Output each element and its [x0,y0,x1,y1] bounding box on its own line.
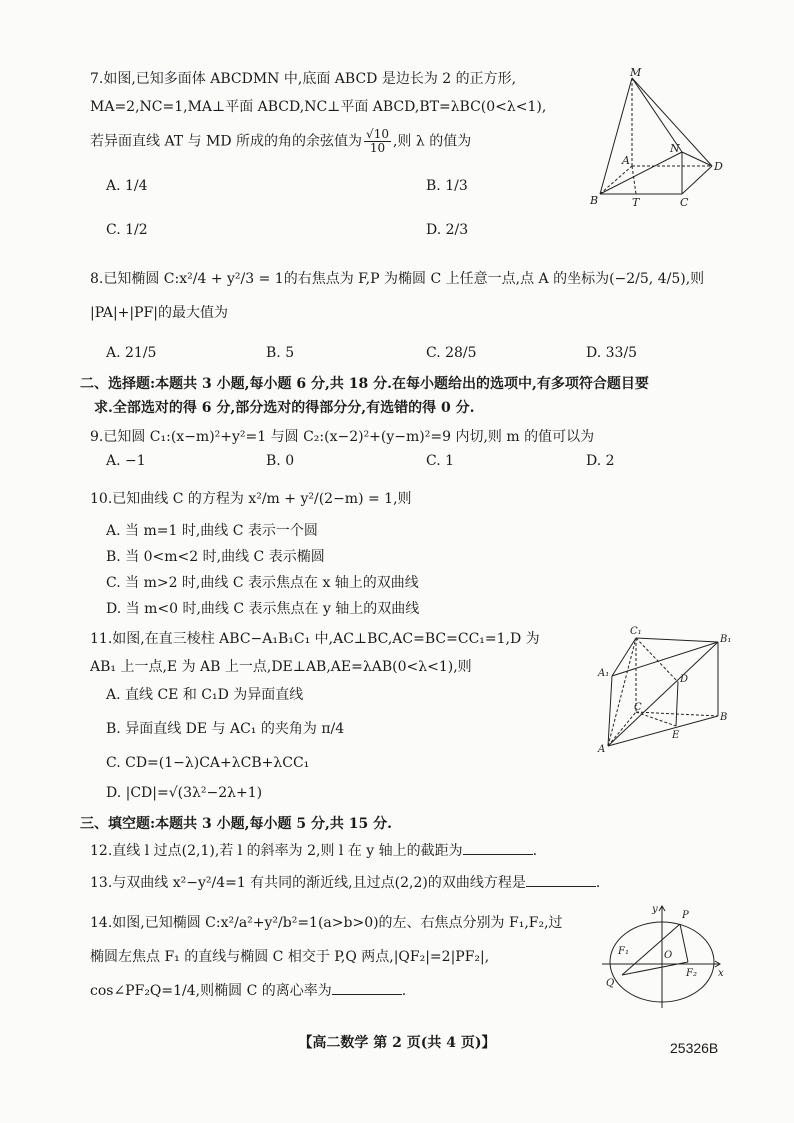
label-m: M [630,66,642,79]
q13-line-1 [90,872,730,894]
q9-option-c: C. 1 [426,453,455,469]
q10-option-a: A. 当 m=1 时,曲线 C 表示一个圆 [106,523,318,539]
edge-cd [682,166,712,194]
question-11 [90,628,610,804]
label-o: O [664,950,673,961]
question-12 [90,840,730,862]
q7-line-1: 7.如图,已知多面体 ABCDMN 中,底面 ABCD 是边长为 2 的正方形, [90,71,517,87]
section-3-header [80,812,740,836]
label-a: A [622,154,630,167]
line-pf2 [680,924,688,962]
section-2-line-1: 二、选择题:本题共 3 小题,每小题 6 分,共 18 分.在每小题给出的选项中,有多项符合题目要 [80,376,649,392]
q11-option-d: D. |CD|=√(3λ²−2λ+1) [106,785,263,801]
q9-option-d: D. 2 [586,453,615,469]
label-t: T [632,196,640,208]
edge-mn [632,78,682,152]
edge-ac1 [608,638,636,746]
q11-line-1: 11.如图,在直三棱柱 ABC−A₁B₁C₁ 中,AC⊥BC,AC=BC=CC₁=1,D 为 [90,631,540,647]
label-q: Q [606,978,615,989]
label-c: C [634,702,642,713]
q14-end: . [401,983,407,999]
question-10 [90,488,730,620]
q8-option-c: C. 28/5 [426,345,477,361]
label-a: A [598,744,606,754]
q14-ellipse-figure [600,902,730,1012]
q8-line-2: |PA|+|PF|的最大值为 [90,305,228,321]
section-2-line-2: 求.全部选对的得 6 分,部分选对的得部分分,有选错的得 0 分. [94,400,475,416]
q7-option-d: D. 2/3 [426,222,469,238]
section-3-line-1: 三、填空题:本题共 3 小题,每小题 5 分,共 15 分. [80,816,392,832]
question-8 [90,268,730,364]
q11-prism-figure [596,624,736,754]
label-a1: A₁ [598,668,610,679]
label-f2: F₂ [686,968,697,979]
q8-option-b: B. 5 [266,345,295,361]
label-d: D [714,160,723,173]
q14-text: cos∠PF₂Q=1/4,则椭圆 C 的离心率为 [90,983,332,999]
q8-line-1b: 的右焦点为 F,P 为椭圆 C 上任意一点,点 A 的坐标为(−2/5, 4/5),则 [283,271,705,287]
q11-option-c: C. CD=(1−λ)CA+λCB+λCC₁ [106,755,310,771]
question-13 [90,872,730,894]
edge-c1d [636,638,678,682]
q9-line-1: 9.已知圆 C₁:(x−m)²+y²=1 与圆 C₂:(x−2)²+(y−m)²=9 内切,则 m 的值可以为 [90,429,595,445]
label-f1: F₁ [618,946,629,957]
q11-option-b: B. 异面直线 DE 与 AC₁ 的夹角为 π/4 [106,721,345,737]
q7-options-row-2 [90,219,730,241]
q12-text: 12.直线 l 过点(2,1),若 l 的斜率为 2,则 l 在 y 轴上的截距为 [90,843,463,859]
q14-answer-blank[interactable] [332,980,402,995]
label-c: C [680,196,689,208]
q10-line-1: 10.已知曲线 C 的方程为 x²/m + y²/(2−m) = 1,则 [90,491,412,507]
q12-answer-blank[interactable] [463,840,533,855]
q7-frac-den: 10 [369,141,386,155]
q8-option-a: A. 21/5 [106,345,157,361]
q7-line-3b: ,则 λ 的值为 [392,133,472,150]
section-2-header [80,372,740,420]
q7-line-2: MA=2,NC=1,MA⊥平面 ABCD,NC⊥平面 ABCD,BT=λBC(0<λ<1), [90,99,547,115]
q14-line-1: 14.如图,已知椭圆 C:x²/a²+y²/b²=1(a>b>0)的左、右焦点分别为 F₁,F₂,过 [90,915,563,931]
edge-c1b1 [636,638,718,642]
q8-line-1a: 8.已知椭圆 C: [90,271,180,287]
q11-option-a: A. 直线 CE 和 C₁D 为异面直线 [106,687,304,703]
label-b1: B₁ [720,634,732,645]
edge-nd [682,152,712,166]
label-b: B [590,194,599,207]
label-e: E [672,730,680,741]
question-9 [90,426,730,472]
edge-mb [600,78,632,194]
label-p: P [682,910,689,921]
q10-option-c: C. 当 m>2 时,曲线 C 表示焦点在 x 轴上的双曲线 [106,575,419,591]
label-b: B [720,712,728,723]
label-c1: C₁ [630,626,642,637]
edge-de [676,682,678,726]
label-d: D [680,674,689,685]
q7-option-c: C. 1/2 [106,222,148,238]
q8-option-d: D. 33/5 [586,345,638,361]
q8-equation: x²/4 + y²/3 = 1 [179,271,284,287]
paper-code: 25326B [670,1040,719,1056]
edge-ab1 [608,642,718,746]
edge-at [632,166,636,194]
q14-line-2: 椭圆左焦点 F₁ 的直线与椭圆 C 相交于 P,Q 两点,|QF₂|=2|PF₂|, [90,949,490,965]
q13-text: 13.与双曲线 x²−y²/4=1 有共同的渐近线,且过点(2,2)的双曲线方程是 [90,875,526,891]
label-n: N [670,142,680,155]
q7-line-3a: 若异面直线 AT 与 MD 所成的角的余弦值为 [90,133,363,150]
q13-end: . [595,875,601,891]
q7-frac-num: √10 [366,127,389,141]
q12-end: . [532,843,538,859]
edge-a1c1 [612,638,636,676]
question-14 [90,912,600,1002]
q9-option-a: A. −1 [106,453,146,469]
q10-option-d: D. 当 m<0 时,曲线 C 表示焦点在 y 轴上的双曲线 [106,601,420,617]
q8-line-1 [90,268,730,290]
edge-bn [600,152,682,194]
edge-a1a [608,676,612,746]
q14-line-3 [90,980,600,1002]
page-footer: 【高二数学 第 2 页(共 4 页)】 [298,1035,496,1051]
q9-option-b: B. 0 [266,453,295,469]
q8-options [90,342,730,364]
q7-fraction [364,128,391,155]
q10-option-b: B. 当 0<m<2 时,曲线 C 表示椭圆 [106,549,325,565]
q11-line-2: AB₁ 上一点,E 为 AB 上一点,DE⊥AB,AE=λAB(0<λ<1),则 [90,659,472,675]
label-x: x [718,968,724,979]
q9-options [90,450,730,472]
q12-line-1 [90,840,730,862]
q13-answer-blank[interactable] [526,872,596,887]
label-y: y [652,904,658,915]
q7-option-a: A. 1/4 [106,178,148,194]
edge-ce [636,712,676,726]
q7-option-b: B. 1/3 [426,178,468,194]
q7-polyhedron-figure [590,66,730,208]
